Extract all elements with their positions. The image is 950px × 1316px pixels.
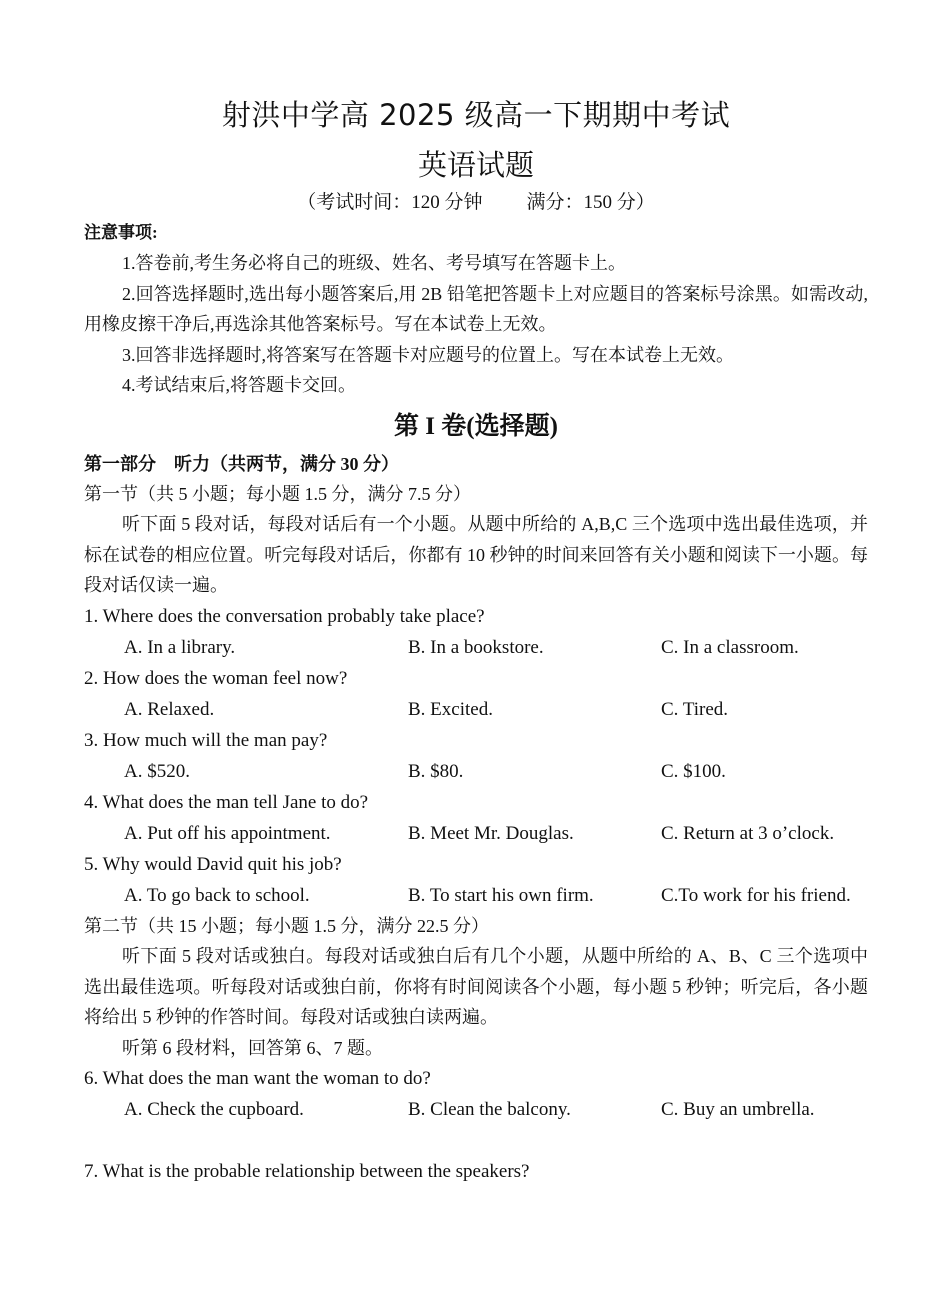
- option-a: A. To go back to school.: [124, 884, 310, 906]
- option-a: A. In a library.: [124, 636, 236, 658]
- notes-heading: 注意事项:: [84, 223, 158, 242]
- question-4: 4. What does the man tell Jane to do?: [84, 791, 369, 813]
- option-c: C. Return at 3 o’clock.: [661, 822, 835, 844]
- question-5: 5. Why would David quit his job?: [84, 853, 342, 875]
- option-b: B. $80.: [408, 760, 464, 782]
- exam-time-line: [84, 188, 868, 218]
- option-b: B. Excited.: [408, 698, 493, 720]
- question-4-options: [84, 818, 868, 849]
- sub2-instructions: 听下面 5 段对话或独白。每段对话或独白后有几个小题，从题中所给的 A、B、C 三个选项中选出最佳选项。听每段对话或独白前，你将有时间阅读各个小题，每小题 5 秒钟；听完后，各小题将给出 5 秒钟的作答时间。每段对话或独白读两遍。: [84, 946, 868, 1027]
- option-a: A. Check the cupboard.: [124, 1099, 304, 1120]
- exam-duration: （考试时间：120 分钟: [297, 192, 483, 213]
- option-c: C.To work for his friend.: [661, 884, 851, 906]
- option-b: B. Clean the balcony.: [408, 1099, 571, 1120]
- note-item-1: 1.答卷前,考生务必将自己的班级、姓名、考号填写在答题卡上。: [122, 253, 626, 273]
- exam-title: 射洪中学高 2025 级高一下期期中考试: [221, 98, 731, 132]
- question-3: 3. How much will the man pay?: [84, 729, 328, 751]
- question-6: 6. What does the man want the woman to do?: [84, 1068, 431, 1089]
- sub2-material-note: 听第 6 段材料，回答第 6、7 题。: [122, 1037, 383, 1058]
- question-2: 2. How does the woman feel now?: [84, 667, 348, 689]
- note-item-2: 2.回答选择题时,选出每小题答案后,用 2B 铅笔把答题卡上对应题目的答案标号涂黑。如需改动,用橡皮擦干净后,再选涂其他答案标号。写在本试卷上无效。: [84, 283, 868, 334]
- exam-full-score: 满分：150 分）: [526, 192, 655, 213]
- exam-subtitle: 英语试题: [417, 148, 534, 182]
- option-c: C. In a classroom.: [661, 636, 799, 658]
- sub1-heading: 第一节（共 5 小题；每小题 1.5 分，满分 7.5 分）: [84, 483, 471, 504]
- option-b: B. To start his own firm.: [408, 884, 594, 906]
- option-a: A. Relaxed.: [124, 698, 215, 720]
- question-1-options: [84, 632, 868, 663]
- note-item-4: 4.考试结束后,将答题卡交回。: [122, 375, 356, 395]
- question-2-options: [84, 694, 868, 725]
- question-1: 1. Where does the conversation probably take place?: [84, 605, 485, 627]
- question-5-options: [84, 880, 868, 911]
- question-3-options: [84, 756, 868, 787]
- part1-heading: 第一部分 听力（共两节，满分 30 分）: [84, 453, 399, 474]
- sub1-instructions: 听下面 5 段对话，每段对话后有一个小题。从题中所给的 A,B,C 三个选项中选出最佳选项，并标在试卷的相应位置。听完每段对话后，你都有 10 秒钟的时间来回答有关小题和阅读下一小题。每段对话仅读一遍。: [84, 514, 868, 595]
- blank-line: [84, 1125, 868, 1156]
- option-c: C. Buy an umbrella.: [661, 1099, 815, 1120]
- section-title: 第 I 卷(选择题): [394, 412, 558, 440]
- sub2-heading: 第二节（共 15 小题；每小题 1.5 分，满分 22.5 分）: [84, 915, 489, 936]
- option-c: C. $100.: [661, 760, 726, 782]
- question-6-options: [84, 1094, 868, 1125]
- exam-page: [84, 92, 868, 1187]
- option-c: C. Tired.: [661, 698, 729, 720]
- note-item-3: 3.回答非选择题时,将答案写在答题卡对应题号的位置上。写在本试卷上无效。: [122, 344, 734, 365]
- option-b: B. Meet Mr. Douglas.: [408, 822, 574, 844]
- question-7: 7. What is the probable relationship between the speakers?: [84, 1161, 530, 1182]
- option-a: A. Put off his appointment.: [124, 822, 331, 844]
- option-b: B. In a bookstore.: [408, 636, 544, 658]
- option-a: A. $520.: [124, 760, 190, 782]
